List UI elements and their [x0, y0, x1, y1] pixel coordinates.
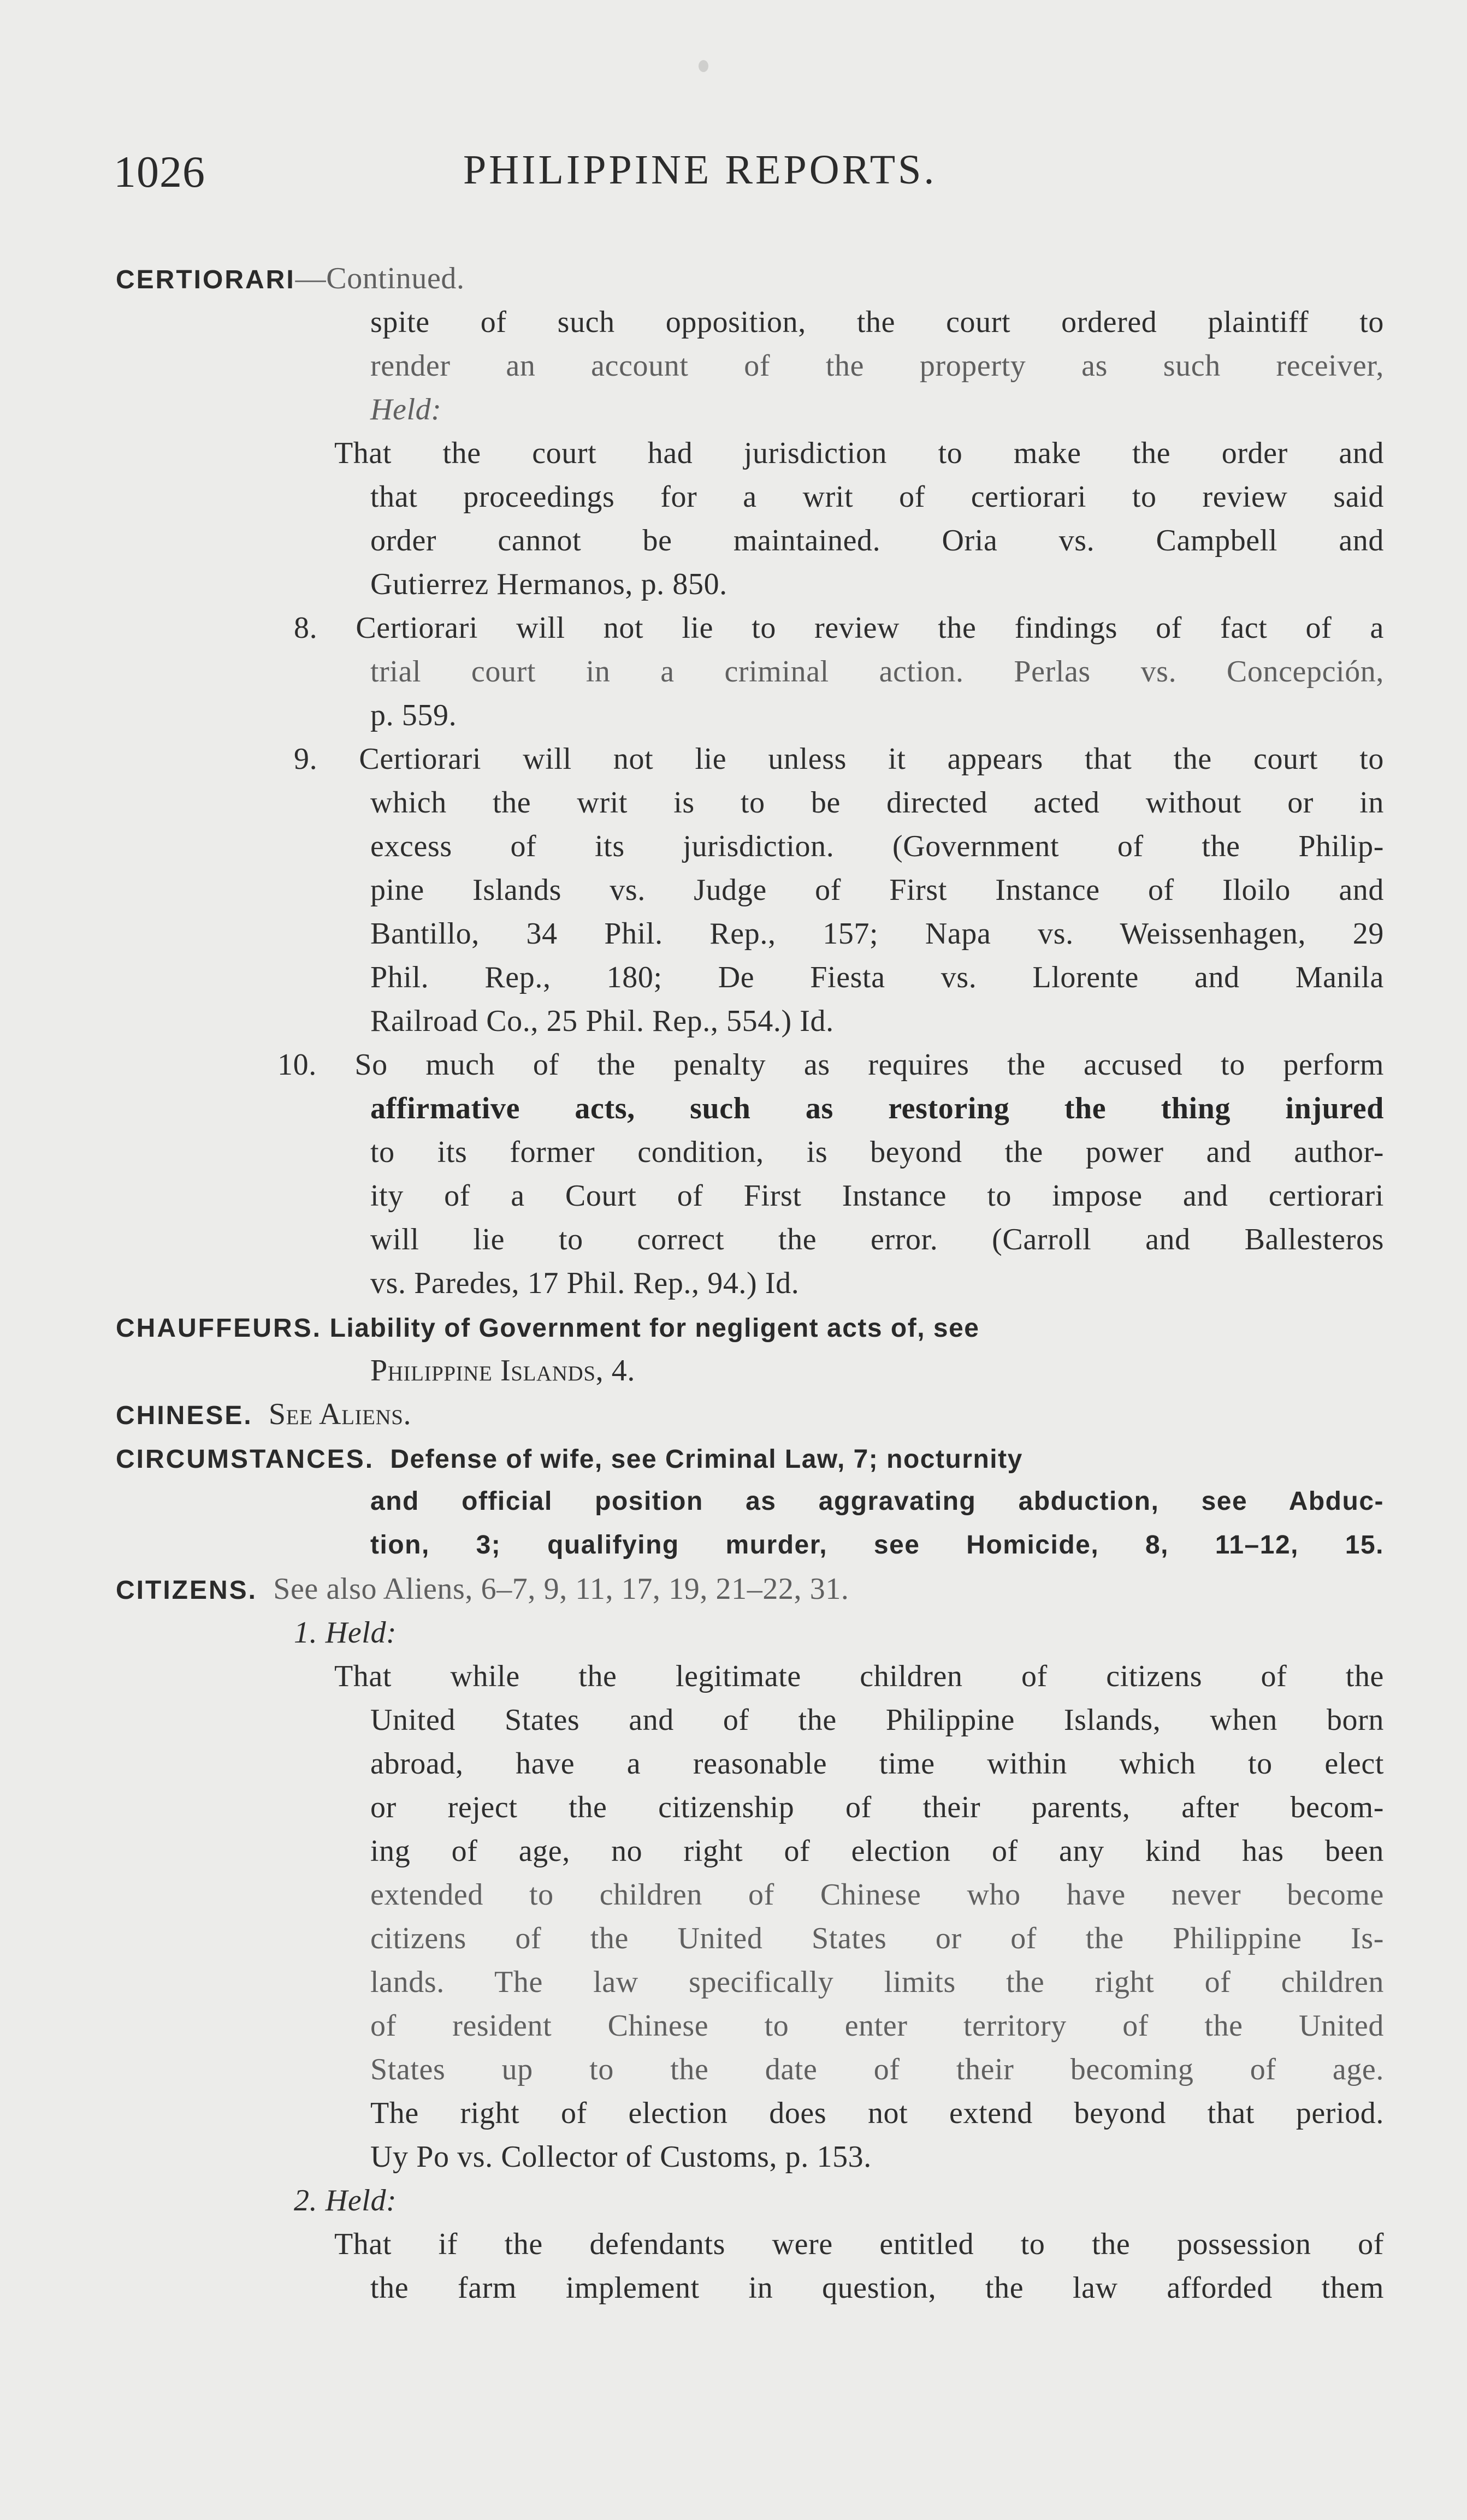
index-line: to its former condition, is beyond the power and author-	[370, 1135, 1384, 1169]
index-line: pine Islands vs. Judge of First Instance of Iloilo and	[370, 873, 1384, 907]
index-line: ing of age, no right of election of any kind has been	[370, 1834, 1384, 1868]
index-line: affirmative acts, such as restoring the thing injured	[370, 1092, 1384, 1125]
index-line: That while the legitimate children of citizens of the	[334, 1659, 1384, 1693]
index-line: p. 559.	[370, 698, 457, 732]
index-line: and official position as aggravating abduction, see Abduc-	[370, 1487, 1384, 1516]
print-speck	[699, 60, 708, 72]
index-line: order cannot be maintained. Oria vs. Campbell and	[370, 524, 1384, 558]
index-line: ity of a Court of First Instance to impose and certiorari	[370, 1179, 1384, 1213]
index-line: Gutierrez Hermanos, p. 850.	[370, 567, 727, 601]
entry-heading-chauffeurs: CHAUFFEURS. Liability of Government for negligent acts of, see	[116, 1314, 980, 1343]
numbered-item: 10. So much of the penalty as requires the accused to perform	[277, 1048, 1384, 1082]
index-line: extended to children of Chinese who have never become	[370, 1878, 1384, 1912]
index-line: render an account of the property as such receiver,	[370, 349, 1384, 383]
entry-heading-chinese: CHINESE. See Aliens.	[116, 1397, 412, 1431]
numbered-item: 1. Held:	[294, 1616, 397, 1650]
numbered-item: 2. Held:	[294, 2184, 397, 2217]
index-line: That the court had jurisdiction to make the order and	[334, 436, 1384, 470]
index-line: Bantillo, 34 Phil. Rep., 157; Napa vs. Weissenhagen, 29	[370, 917, 1384, 951]
page-number: 1026	[114, 147, 205, 197]
index-line: that proceedings for a writ of certiorari to review said	[370, 480, 1384, 514]
page-header	[114, 146, 1392, 212]
index-line: the farm implement in question, the law afforded them	[370, 2271, 1384, 2305]
index-line: citizens of the United States or of the Philippine Is-	[370, 1922, 1384, 1955]
index-line: trial court in a criminal action. Perlas vs. Concepción,	[370, 655, 1384, 689]
numbered-item: 9. Certiorari will not lie unless it appears that the court to	[294, 742, 1384, 776]
entry-heading-citizens: CITIZENS. See also Aliens, 6–7, 9, 11, 17, 19, 21–22, 31.	[116, 1572, 849, 1606]
index-line: will lie to correct the error. (Carroll and Ballesteros	[370, 1223, 1384, 1256]
running-head: PHILIPPINE REPORTS.	[463, 147, 937, 193]
index-line: That if the defendants were entitled to the possession of	[334, 2227, 1384, 2261]
index-line: tion, 3; qualifying murder, see Homicide, 8, 11–12, 15.	[370, 1531, 1384, 1560]
index-line: Phil. Rep., 180; De Fiesta vs. Llorente and Manila	[370, 960, 1384, 994]
numbered-item: 8. Certiorari will not lie to review the findings of fact of a	[294, 611, 1384, 645]
index-line: vs. Paredes, 17 Phil. Rep., 94.) Id.	[370, 1266, 800, 1300]
index-line: of resident Chinese to enter territory of the United	[370, 2009, 1384, 2043]
entry-heading-circumstances: CIRCUMSTANCES. Defense of wife, see Criminal Law, 7; nocturnity	[116, 1445, 1023, 1474]
index-line: Railroad Co., 25 Phil. Rep., 554.) Id.	[370, 1004, 834, 1038]
index-line: lands. The law specifically limits the right of children	[370, 1965, 1384, 1999]
index-line: which the writ is to be directed acted without or in	[370, 786, 1384, 820]
index-line: or reject the citizenship of their parents, after becom-	[370, 1790, 1384, 1824]
index-line: States up to the date of their becoming of age.	[370, 2053, 1384, 2086]
entry-heading-certiorari: CERTIORARI—Continued.	[116, 262, 465, 295]
index-line: abroad, have a reasonable time within which to elect	[370, 1747, 1384, 1781]
index-line: The right of election does not extend beyond that period.	[370, 2096, 1384, 2130]
index-line: Uy Po vs. Collector of Customs, p. 153.	[370, 2140, 872, 2174]
index-line: spite of such opposition, the court ordered plaintiff to	[370, 305, 1384, 339]
held-label: Held:	[370, 393, 442, 426]
index-line: United States and of the Philippine Islands, when born	[370, 1703, 1384, 1737]
index-line: Philippine Islands, 4.	[370, 1354, 636, 1388]
index-line: excess of its jurisdiction. (Government of the Philip-	[370, 829, 1384, 863]
